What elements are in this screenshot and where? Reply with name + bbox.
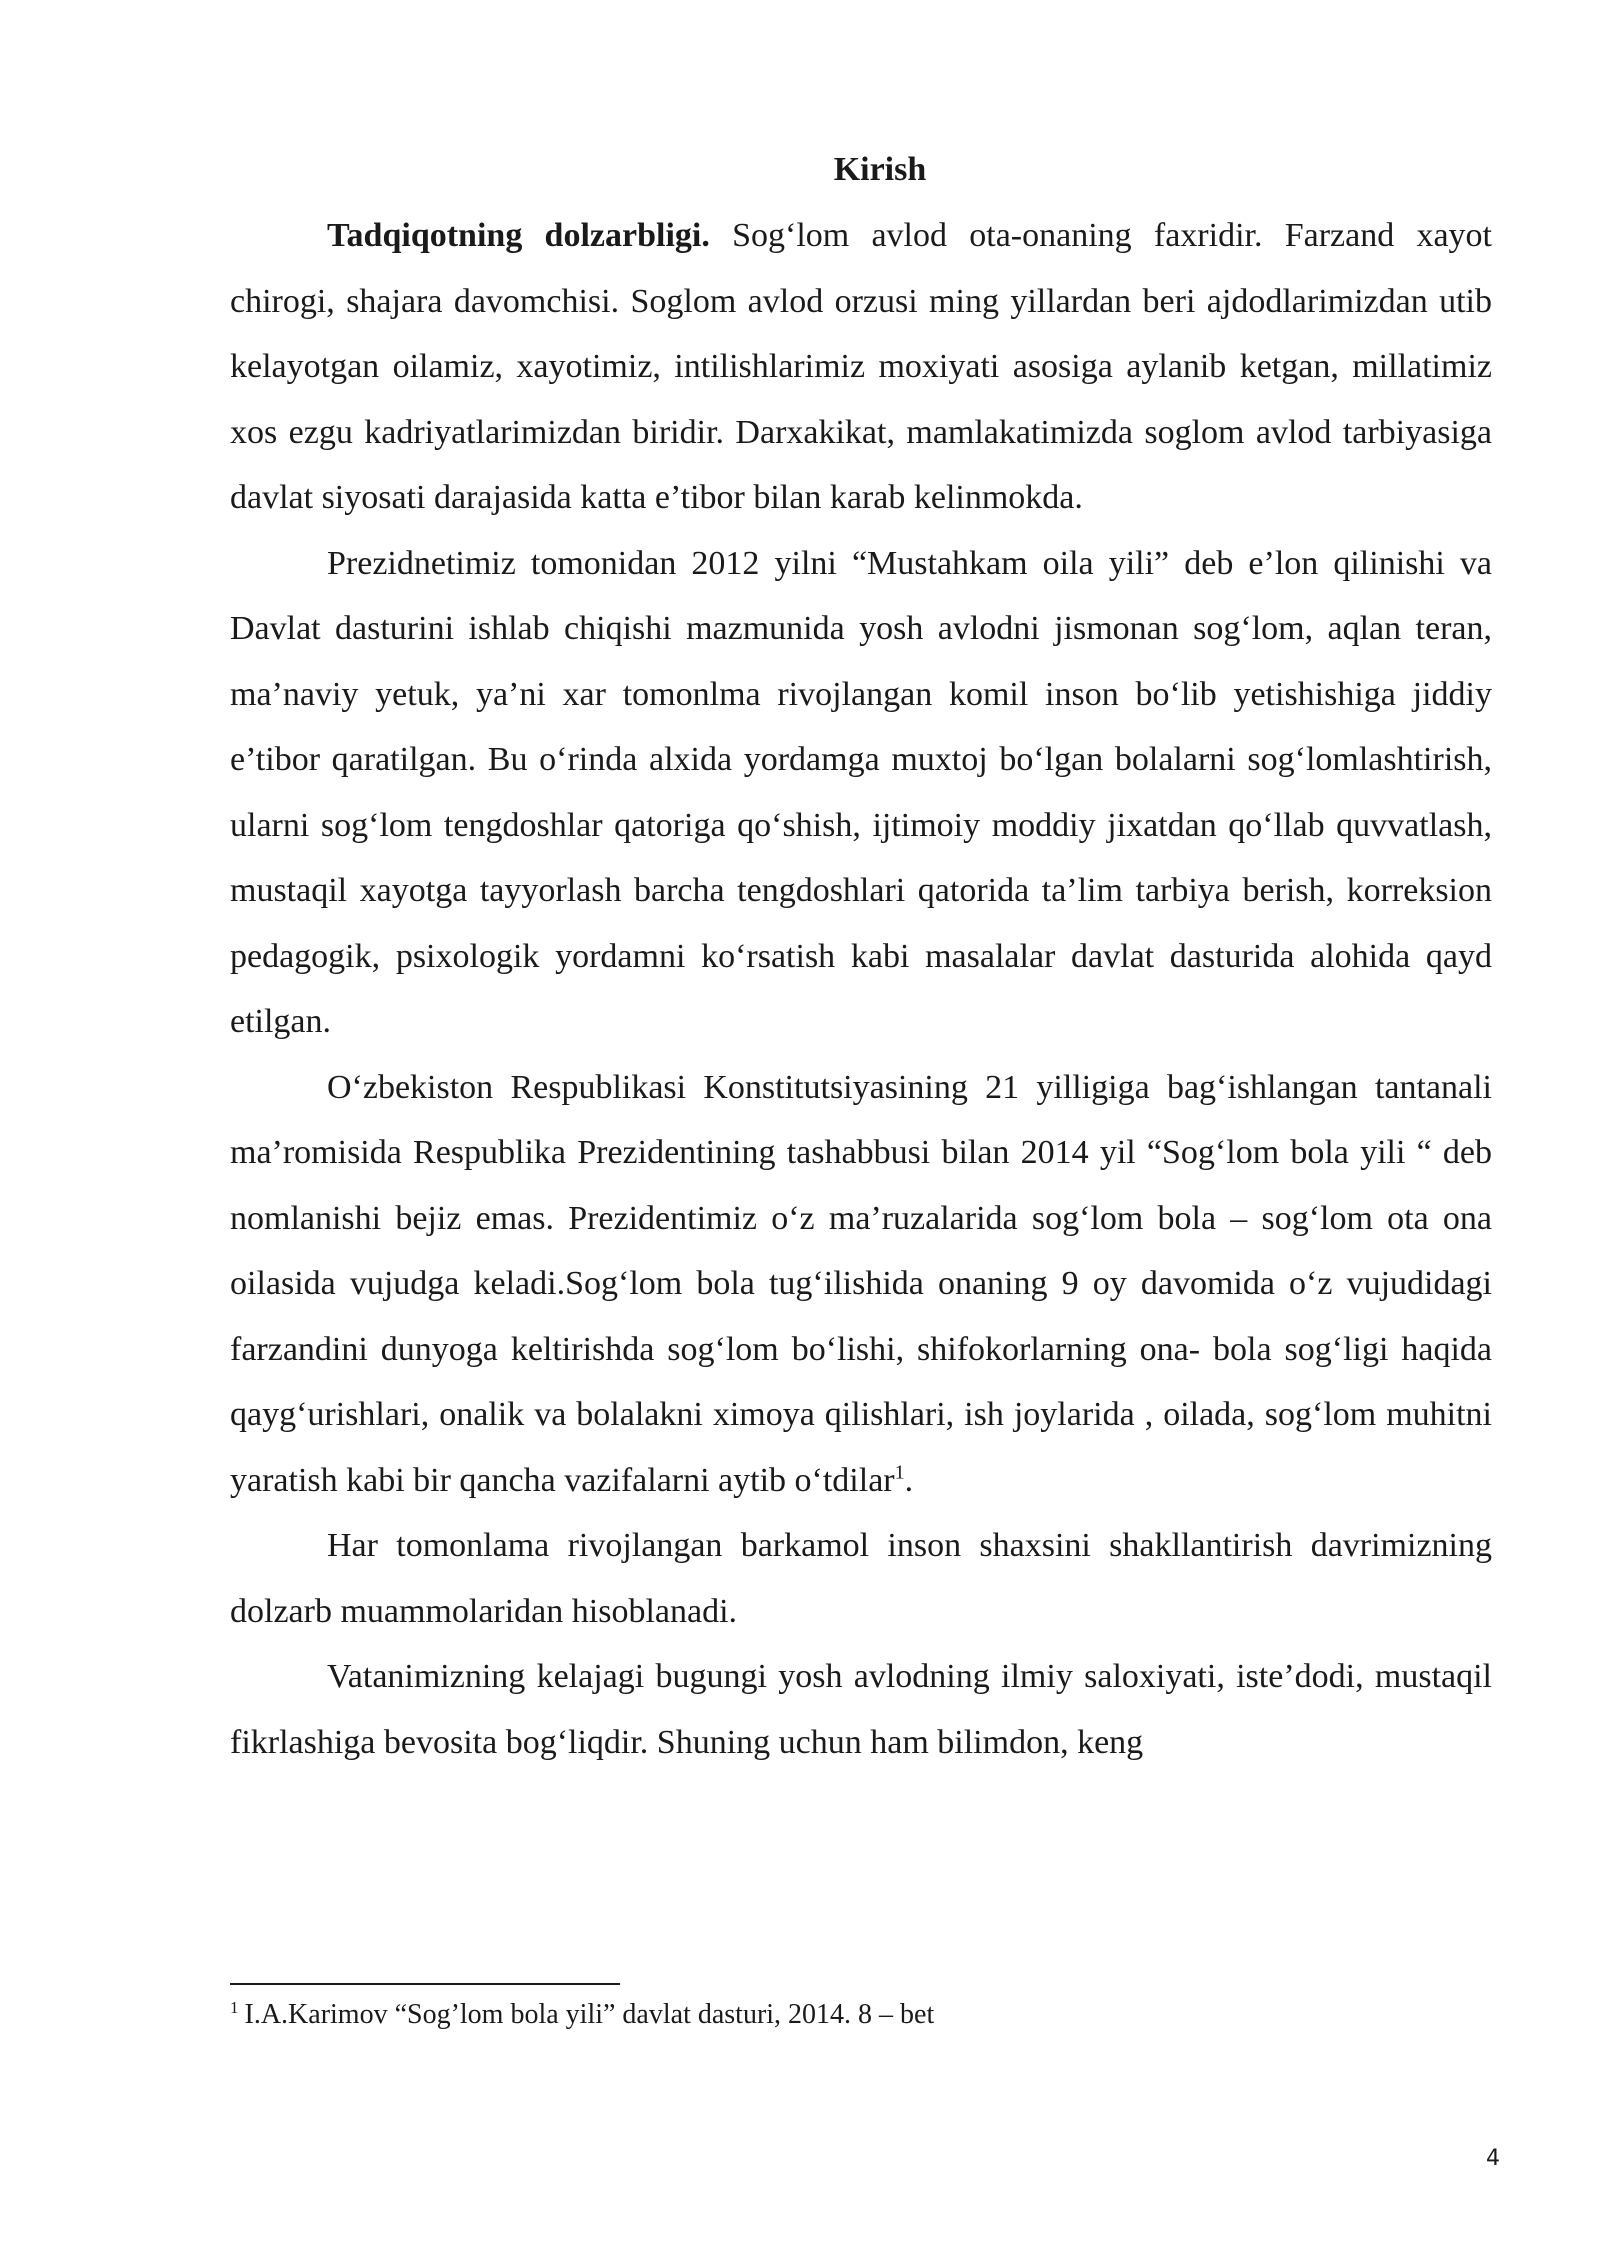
- footnote-reference[interactable]: 1: [894, 1461, 905, 1484]
- paragraph-harmonious-person: Har tomonlama rivojlangan barkamol inson shaxsini shakllantirish davrimizning dolzarb muammolaridan hisoblanadi.: [230, 1527, 1492, 1630]
- page-number: 4: [1486, 2146, 1500, 2171]
- paragraph-text: Sog‘lom avlod ota-onaning faxridir. Farzand xayot chirogi, shajara davomchisi. Soglom avlod orzusi ming yillardan beri ajdodlarimizdan utib kelayotgan oilamiz, xayotimiz, intilishlarimiz moxiyati asosiga aylanib ketgan, millatimiz xos ezgu kadriyatlarimizdan biridir. Darxakikat, mamlakatimizda soglom avlod tarbiyasiga davlat siyosati darajasida katta e’tibor bilan karab kelinmokda.: [230, 217, 1492, 516]
- footnote-marker: 1: [230, 1997, 239, 2017]
- paragraph-text-end: .: [904, 1461, 914, 1499]
- section-lead-heading: Tadqiqotning dolzarbligi.: [327, 217, 710, 254]
- paragraph-text: O‘zbekiston Respublikasi Konstitutsiyasining 21 yilligiga bag‘ishlangan tantanali ma’romisida Respublika Prezidentining tashabbusi bilan 2014 yil “Sog‘lom bola yili “ deb nomlanishi bejiz emas. Prezidentimiz o‘z ma’ruzalarida sog‘lom bola – sog‘lom ota ona oilasida vujudga keladi.Sog‘lom bola tug‘ilishida onaning 9 oy davomida o‘z vujudidagi farzandini dunyoga keltirishda sog‘lom bo‘lishi, shifokorlarning ona- bola sog‘ligi haqida qayg‘urishlari, onalik va bolalakni ximoya qilishlari, ish joylarida , oilada, sog‘lom muhitni yaratish kabi bir qancha vazifalarni aytib o‘tdilar: [230, 1068, 1492, 1499]
- footnote: [230, 1996, 1492, 2034]
- paragraph-homeland-future: Vatanimizning kelajagi bugungi yosh avlodning ilmiy saloxiyati, iste’dodi, mustaqil fikrlashiga bevosita bog‘liqdir. Shuning uchun ham bilimdon, keng: [230, 1658, 1492, 1761]
- paragraph-relevance: [230, 203, 1492, 531]
- page-title: Kirish: [833, 151, 927, 188]
- paragraph-2014-healthy-child-year: [230, 1055, 1492, 1514]
- main-text: [230, 203, 1492, 1775]
- paragraph-2012-family-year: Prezidnetimiz tomonidan 2012 yilni “Mustahkam oila yili” deb e’lon qilinishi va Davlat dasturini ishlab chiqishi mazmunida yosh avlodni jismonan sog‘lom, aqlan teran, ma’naviy yetuk, ya’ni xar tomonlma rivojlangan komil inson bo‘lib yetishishiga jiddiy e’tibor qaratilgan. Bu o‘rinda alxida yordamga muxtoj bo‘lgan bolalarni sog‘lomlashtirish, ularni sog‘lom tengdoshlar qatoriga qo‘shish, ijtimoiy moddiy jixatdan qo‘llab quvvatlash, mustaqil xayotga tayyorlash barcha tengdoshlari qatorida ta’lim tarbiya berish, korreksion pedagogik, psixologik yordamni ko‘rsatish kabi masalalar davlat dasturida alohida qayd etilgan.: [230, 544, 1492, 1040]
- footnote-text: I.A.Karimov “Sog’lom bola yili” davlat dasturi, 2014. 8 – bet: [244, 1999, 935, 2030]
- footnote-separator: [230, 1983, 620, 1985]
